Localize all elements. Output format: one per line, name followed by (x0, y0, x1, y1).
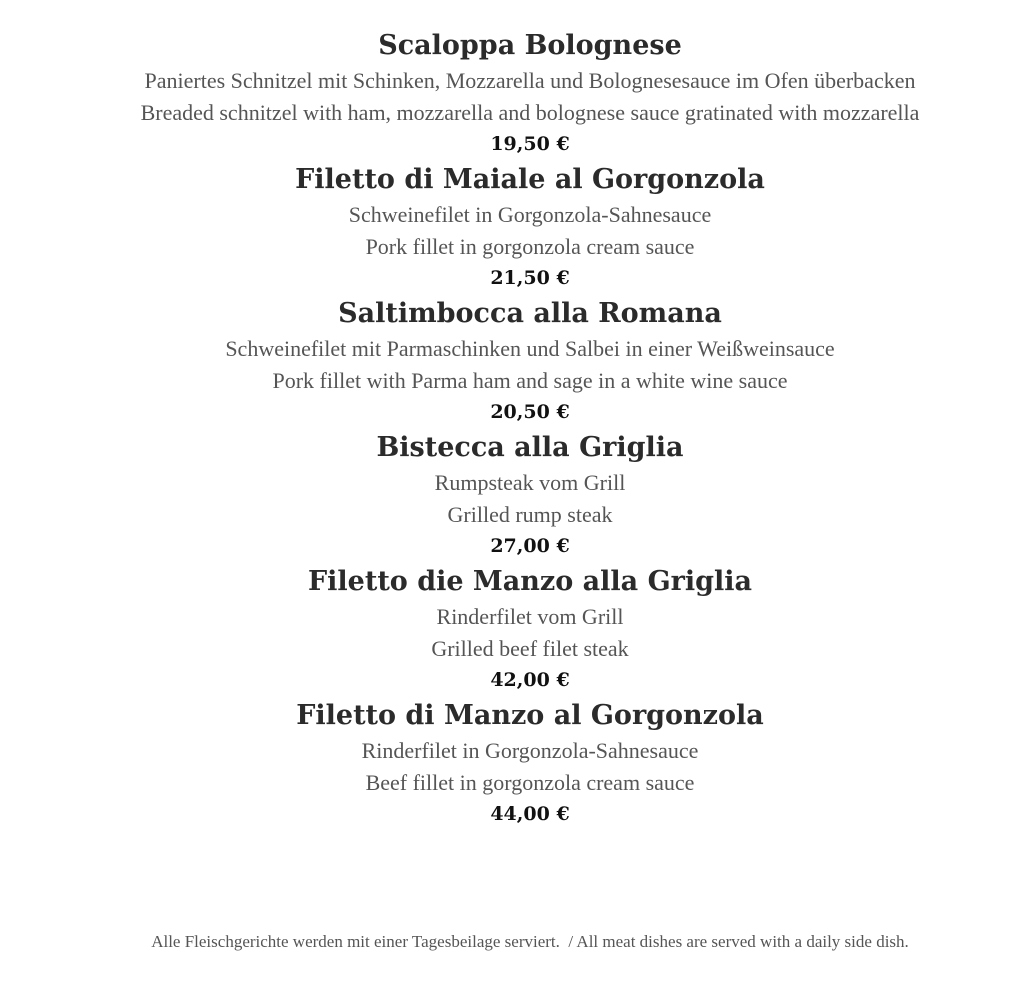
dish-description-en: Pork fillet with Parma ham and sage in a white wine sauce (272, 368, 788, 393)
menu-item (0, 27, 1024, 159)
dish-description-de: Paniertes Schnitzel mit Schinken, Mozzarella und Bolognesesauce im Ofen überbacken (144, 68, 916, 93)
dish-price: 42,00 € (490, 669, 570, 691)
dish-description-de: Rumpsteak vom Grill (434, 470, 626, 495)
dish-price: 44,00 € (490, 803, 570, 825)
footer-note: Alle Fleischgerichte werden mit einer Tagesbeilage serviert. / All meat dishes are served with a daily side dish. (151, 932, 909, 951)
dish-description-en: Breaded schnitzel with ham, mozzarella and bolognese sauce gratinated with mozzarella (140, 100, 920, 125)
menu-item (0, 429, 1024, 561)
menu-item (0, 161, 1024, 293)
menu-item (0, 697, 1024, 829)
dish-description-en: Grilled beef filet steak (431, 636, 629, 661)
dish-description-en: Grilled rump steak (447, 502, 613, 527)
dish-name: Filetto di Maiale al Gorgonzola (295, 164, 765, 195)
dish-description-de: Rinderfilet in Gorgonzola-Sahnesauce (361, 738, 699, 763)
dish-name: Filetto di Manzo al Gorgonzola (296, 700, 764, 731)
dish-name: Bistecca alla Griglia (376, 432, 684, 463)
dish-description-de: Rinderfilet vom Grill (436, 604, 624, 629)
dish-description-de: Schweinefilet in Gorgonzola-Sahnesauce (348, 202, 712, 227)
menu-list (0, 27, 1024, 829)
dish-description-en: Pork fillet in gorgonzola cream sauce (365, 234, 695, 259)
menu-item (0, 563, 1024, 695)
dish-price: 20,50 € (490, 401, 570, 423)
dish-price: 21,50 € (490, 267, 570, 289)
menu-item (0, 295, 1024, 427)
dish-price: 19,50 € (490, 133, 570, 155)
dish-name: Scaloppa Bolognese (378, 30, 682, 61)
dish-name: Filetto die Manzo alla Griglia (307, 566, 752, 597)
dish-description-en: Beef fillet in gorgonzola cream sauce (365, 770, 695, 795)
dish-description-de: Schweinefilet mit Parmaschinken und Salbei in einer Weißweinsauce (225, 336, 835, 361)
dish-price: 27,00 € (490, 535, 570, 557)
dish-name: Saltimbocca alla Romana (338, 298, 722, 329)
